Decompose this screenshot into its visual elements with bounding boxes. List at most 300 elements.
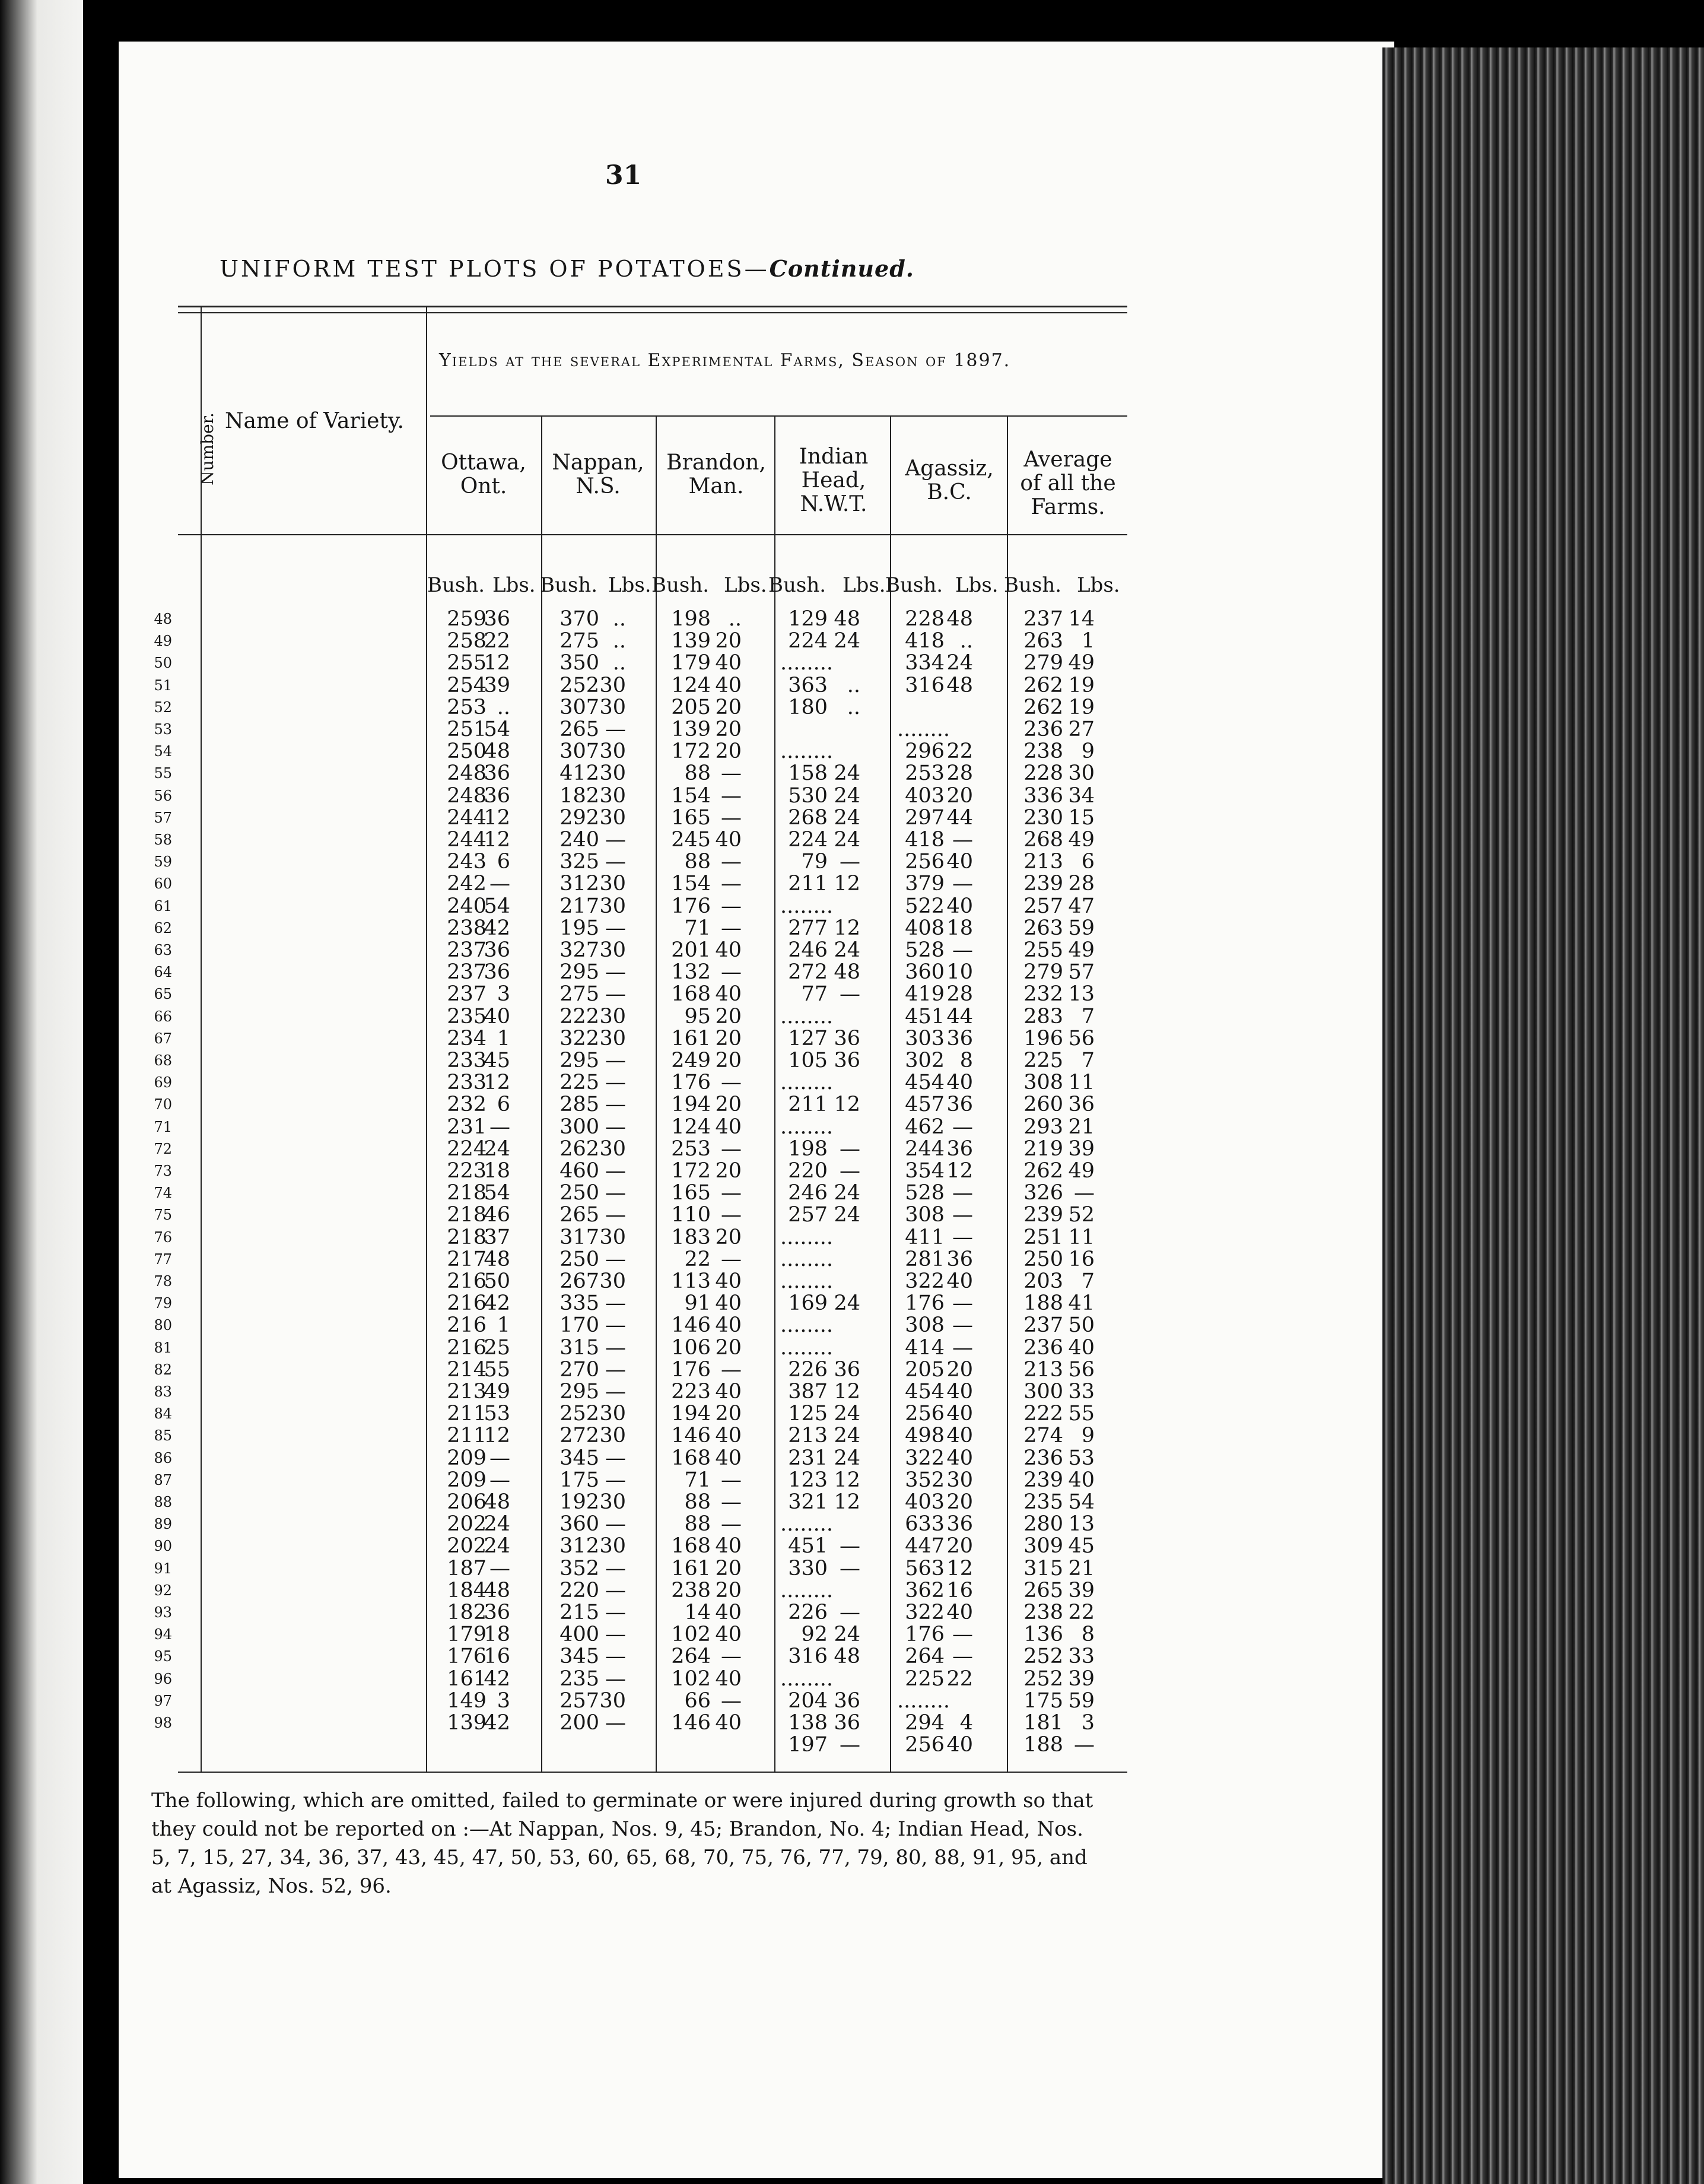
bushels-cell: 334	[905, 651, 945, 675]
pounds-cell: —	[952, 828, 973, 852]
bushels-cell: ........	[897, 718, 950, 741]
pounds-cell: 57	[1068, 960, 1095, 985]
bushels-cell: 352	[559, 1556, 599, 1580]
bushels-cell: 322	[905, 1446, 945, 1470]
pounds-cell: —	[605, 960, 626, 985]
pounds-cell: 22	[484, 629, 510, 653]
pounds-cell: 59	[1068, 916, 1095, 940]
bushels-cell: 202	[447, 1534, 487, 1558]
bushels-cell: 293	[1023, 1115, 1063, 1139]
bushels-cell: 176	[671, 1357, 711, 1382]
row-number: 60	[154, 875, 172, 893]
pounds-cell: 28	[946, 761, 973, 786]
row-number: 96	[154, 1670, 172, 1687]
pounds-cell: 20	[946, 1490, 973, 1514]
bushels-cell: 213	[1023, 1357, 1063, 1382]
bushels-cell: 296	[905, 739, 945, 764]
pounds-cell: —	[605, 1357, 626, 1382]
bushels-cell: 223	[671, 1380, 711, 1404]
pounds-cell: 40	[715, 1601, 742, 1624]
bushels-cell: 360	[559, 1512, 599, 1537]
bushels-cell: 238	[447, 916, 487, 940]
pounds-cell: 20	[715, 1004, 742, 1028]
pounds-cell: 36	[484, 607, 510, 631]
bushels-cell: 217	[447, 1247, 487, 1271]
bushels-cell: 139	[447, 1711, 487, 1735]
bushels-cell: 263	[1023, 629, 1063, 653]
bushels-cell: ........	[780, 739, 834, 764]
pounds-cell: —	[840, 1733, 860, 1757]
bushels-cell: 176	[671, 1071, 711, 1095]
bushels-cell: 170	[559, 1313, 599, 1338]
bushels-cell: 181	[1023, 1711, 1063, 1735]
bushels-cell: 88	[684, 761, 711, 786]
pounds-cell: 49	[484, 1380, 510, 1404]
bushels-cell: 295	[559, 960, 599, 985]
pounds-cell: 12	[834, 1468, 860, 1492]
table-row	[142, 1447, 1127, 1469]
pounds-cell: —	[952, 1203, 973, 1227]
bushels-cell: 322	[559, 1026, 599, 1050]
pounds-cell: —	[605, 916, 626, 940]
pounds-cell: —	[840, 850, 860, 874]
pounds-cell: 28	[946, 982, 973, 1007]
pounds-cell: 40	[946, 1446, 973, 1470]
bushels-cell: 295	[559, 1049, 599, 1072]
pounds-cell: —	[721, 783, 742, 808]
table-row	[142, 1580, 1127, 1602]
pounds-cell: 20	[715, 718, 742, 741]
table-row	[142, 1006, 1127, 1028]
table-row	[142, 763, 1127, 785]
bushels-cell: 257	[788, 1203, 828, 1227]
pounds-cell: 22	[946, 739, 973, 764]
pounds-cell: 30	[599, 1004, 626, 1028]
pounds-cell: 40	[946, 1402, 973, 1426]
bushels-cell: 302	[905, 1049, 945, 1072]
pounds-cell: —	[721, 1247, 742, 1271]
left-page-edge	[0, 0, 83, 2184]
title-main: UNIFORM TEST PLOTS OF POTATOES—	[220, 256, 770, 282]
table-row	[142, 1337, 1127, 1359]
pounds-cell: 28	[1068, 872, 1095, 896]
bushels-cell: 88	[684, 850, 711, 874]
bushels-cell: 256	[905, 1402, 945, 1426]
table-row	[142, 1249, 1127, 1271]
table-row	[142, 918, 1127, 939]
pounds-cell: 54	[484, 718, 510, 741]
table-row	[142, 719, 1127, 741]
pounds-cell: 20	[715, 1093, 742, 1117]
pounds-cell: ..	[497, 695, 510, 719]
bushels-cell: 256	[905, 1733, 945, 1757]
bushels-cell: 272	[788, 960, 828, 985]
bushels-cell: 127	[788, 1026, 828, 1050]
bushels-cell: 233	[447, 1049, 487, 1072]
bushels-cell: 222	[1023, 1402, 1063, 1426]
bushels-cell: 262	[1023, 1159, 1063, 1183]
bushels-cell: 245	[671, 828, 711, 852]
bushels-cell: 265	[559, 718, 599, 741]
pounds-cell: 7	[1081, 1269, 1095, 1293]
pounds-cell: —	[952, 1115, 973, 1139]
pounds-cell: —	[489, 1468, 510, 1492]
pounds-cell: 11	[1068, 1071, 1095, 1095]
bushels-cell: 66	[684, 1688, 711, 1713]
pounds-cell: ..	[612, 629, 626, 653]
pounds-cell: 36	[834, 1711, 860, 1735]
number-header: Number.	[197, 412, 217, 485]
bushels-cell: 71	[684, 1468, 711, 1492]
farm-average: Average of all the Farms.	[1020, 447, 1116, 519]
pounds-cell: 3	[1081, 1711, 1095, 1735]
pounds-cell: 20	[715, 1225, 742, 1249]
row-number: 67	[154, 1030, 172, 1047]
pounds-cell: 12	[484, 805, 510, 830]
pounds-cell: —	[605, 982, 626, 1007]
bushels-cell: 215	[559, 1601, 599, 1624]
pounds-cell: 48	[946, 607, 973, 631]
pounds-cell: —	[952, 1623, 973, 1647]
bushels-cell: 240	[447, 894, 487, 918]
pounds-cell: —	[840, 1601, 860, 1624]
pounds-cell: 42	[484, 916, 510, 940]
table-row	[142, 608, 1127, 630]
pounds-cell: 39	[1068, 1666, 1095, 1691]
pounds-cell: 24	[834, 1181, 860, 1205]
bushels-cell: 300	[1023, 1380, 1063, 1404]
table-row	[142, 1425, 1127, 1447]
header-bottom-rule	[178, 534, 1127, 535]
pounds-cell: 33	[1068, 1380, 1095, 1404]
pounds-cell: 46	[484, 1203, 510, 1227]
pounds-cell: 42	[484, 1291, 510, 1316]
pounds-cell: 54	[484, 1181, 510, 1205]
bushels-cell: ........	[780, 1666, 834, 1691]
bushels-cell: 176	[905, 1291, 945, 1316]
row-number: 78	[154, 1273, 172, 1290]
pounds-cell: 53	[484, 1402, 510, 1426]
bushels-cell: 248	[447, 761, 487, 786]
bushels-cell: 218	[447, 1181, 487, 1205]
bushels-cell: 250	[559, 1247, 599, 1271]
bushels-cell: 216	[447, 1335, 487, 1360]
pounds-cell: 55	[1068, 1402, 1095, 1426]
table-row	[142, 1072, 1127, 1094]
bushels-cell: ........	[780, 1313, 834, 1338]
pounds-cell: ..	[728, 607, 742, 631]
bushels-cell: 169	[788, 1291, 828, 1316]
pounds-cell: 6	[497, 1093, 510, 1117]
bushels-cell: 216	[447, 1291, 487, 1316]
pounds-cell: 19	[1068, 695, 1095, 719]
bushels-cell: 307	[559, 739, 599, 764]
bushels-cell: 172	[671, 1159, 711, 1183]
row-number: 77	[154, 1250, 172, 1268]
bushels-cell: 316	[905, 673, 945, 697]
bushels-cell: 253	[447, 695, 487, 719]
bushels-cell: 251	[1023, 1225, 1063, 1249]
bushels-cell: ........	[780, 1335, 834, 1360]
bushels-cell: 139	[671, 629, 711, 653]
bushels-cell: 239	[1023, 1468, 1063, 1492]
table-row	[142, 1712, 1127, 1734]
pounds-cell: 14	[1068, 607, 1095, 631]
bushels-cell: 188	[1023, 1291, 1063, 1316]
pounds-cell: 36	[1068, 1093, 1095, 1117]
table-row	[142, 1204, 1127, 1226]
bushels-cell: 239	[1023, 1203, 1063, 1227]
row-number: 73	[154, 1163, 172, 1179]
unit-bush: Bush.	[540, 573, 598, 597]
row-number: 61	[154, 897, 172, 915]
bushels-cell: 146	[671, 1711, 711, 1735]
pounds-cell: 20	[715, 739, 742, 764]
pounds-cell: 4	[959, 1711, 973, 1735]
bushels-cell: 216	[447, 1269, 487, 1293]
pounds-cell: —	[605, 1247, 626, 1271]
bushels-cell: 322	[905, 1269, 945, 1293]
bushels-cell: 219	[1023, 1137, 1063, 1161]
pounds-cell: 30	[599, 1688, 626, 1713]
pounds-cell: —	[840, 1534, 860, 1558]
bushels-cell: 265	[559, 1203, 599, 1227]
bushels-cell: 528	[905, 938, 945, 962]
bushels-cell: 211	[788, 1093, 828, 1117]
bushels-cell: 336	[1023, 783, 1063, 808]
bushels-cell: 244	[447, 805, 487, 830]
yields-header: Yields at the several Experimental Farms, Season of 1897.	[439, 350, 1011, 371]
pounds-cell: 9	[1081, 1424, 1095, 1448]
bushels-cell: 175	[1023, 1688, 1063, 1713]
bushels-cell: 308	[1023, 1071, 1063, 1095]
pounds-cell: 7	[1081, 1049, 1095, 1072]
row-number: 75	[154, 1207, 172, 1224]
row-number: 69	[154, 1074, 172, 1091]
bushels-cell: 102	[671, 1623, 711, 1647]
bushels-cell: 412	[559, 761, 599, 786]
pounds-cell: 20	[715, 1049, 742, 1072]
pounds-cell: ..	[847, 673, 860, 697]
pounds-cell: —	[721, 1357, 742, 1382]
bushels-cell: 256	[905, 850, 945, 874]
bushels-cell: 419	[905, 982, 945, 1007]
pounds-cell: 24	[834, 1424, 860, 1448]
row-number: 66	[154, 1008, 172, 1025]
pounds-cell: 48	[484, 739, 510, 764]
bushels-cell: 179	[671, 651, 711, 675]
bushels-cell: 252	[559, 1402, 599, 1426]
pounds-cell: 24	[834, 1291, 860, 1316]
pounds-cell: 40	[715, 673, 742, 697]
pounds-cell: 20	[946, 1357, 973, 1382]
bushels-cell: 205	[905, 1357, 945, 1382]
pounds-cell: 15	[1068, 805, 1095, 830]
bushels-cell: 225	[559, 1071, 599, 1095]
table-row	[142, 1668, 1127, 1690]
bushels-cell: 350	[559, 651, 599, 675]
bushels-cell: 192	[559, 1490, 599, 1514]
bushels-cell: 165	[671, 805, 711, 830]
pounds-cell: 36	[946, 1137, 973, 1161]
bushels-cell: 198	[788, 1137, 828, 1161]
pounds-cell: —	[1074, 1181, 1095, 1205]
bushels-cell: 235	[447, 1004, 487, 1028]
bushels-cell: 418	[905, 629, 945, 653]
bushels-cell: 403	[905, 1490, 945, 1514]
row-number: 97	[154, 1692, 172, 1709]
pounds-cell: —	[952, 938, 973, 962]
pounds-cell: 40	[715, 1115, 742, 1139]
bushels-cell: 165	[671, 1181, 711, 1205]
table-row	[142, 896, 1127, 918]
row-number: 65	[154, 986, 172, 1003]
bushels-cell: ........	[780, 1512, 834, 1537]
bushels-cell: 176	[905, 1623, 945, 1647]
bushels-cell: 403	[905, 783, 945, 808]
bushels-cell: 335	[559, 1291, 599, 1316]
pounds-cell: 50	[484, 1269, 510, 1293]
bushels-cell: 154	[671, 872, 711, 896]
yields-rule	[430, 415, 1127, 417]
bushels-cell: 197	[788, 1733, 828, 1757]
bushels-cell: 213	[447, 1380, 487, 1404]
bushels-cell: 268	[1023, 828, 1063, 852]
bushels-cell: 522	[905, 894, 945, 918]
bushels-cell: 244	[447, 828, 487, 852]
pounds-cell: 22	[1068, 1601, 1095, 1624]
bushels-cell: 270	[559, 1357, 599, 1382]
pounds-cell: 24	[946, 651, 973, 675]
row-number: 86	[154, 1449, 172, 1466]
bushels-cell: 354	[905, 1159, 945, 1183]
bushels-cell: 237	[447, 960, 487, 985]
bushels-cell: 279	[1023, 960, 1063, 985]
pounds-cell: 22	[946, 1666, 973, 1691]
row-number: 87	[154, 1471, 172, 1488]
bushels-cell: 231	[447, 1115, 487, 1139]
bushels-cell: 232	[1023, 982, 1063, 1007]
bushels-cell: 106	[671, 1335, 711, 1360]
pounds-cell: 3	[497, 982, 510, 1007]
pounds-cell: 12	[484, 651, 510, 675]
bushels-cell: 254	[447, 673, 487, 697]
bushels-cell: 528	[905, 1181, 945, 1205]
bushels-cell: 312	[559, 1534, 599, 1558]
pounds-cell: —	[952, 1313, 973, 1338]
row-number: 98	[154, 1715, 172, 1731]
bushels-cell: 92	[801, 1623, 828, 1647]
row-number: 59	[154, 853, 172, 871]
pounds-cell: ..	[847, 695, 860, 719]
bushels-cell: 411	[905, 1225, 945, 1249]
bushels-cell: 161	[447, 1666, 487, 1691]
table-row	[142, 1138, 1127, 1160]
bushels-cell: ........	[780, 651, 834, 675]
pounds-cell: —	[605, 1159, 626, 1183]
bushels-cell: 262	[1023, 695, 1063, 719]
pounds-cell: 40	[715, 1534, 742, 1558]
bushels-cell: 259	[447, 607, 487, 631]
bushels-cell: 228	[905, 607, 945, 631]
row-number: 55	[154, 765, 172, 782]
bushels-cell: 188	[1023, 1733, 1063, 1757]
bushels-cell: 77	[801, 982, 828, 1007]
table-row	[142, 851, 1127, 873]
row-number: 57	[154, 809, 172, 826]
bushels-cell: 205	[671, 695, 711, 719]
pounds-cell: 12	[484, 1424, 510, 1448]
unit-lbs: Lbs.	[1077, 573, 1120, 597]
bushels-cell: 225	[905, 1666, 945, 1691]
bushels-cell: 279	[1023, 651, 1063, 675]
bushels-cell: 214	[447, 1357, 487, 1382]
pounds-cell: —	[605, 1556, 626, 1580]
bushels-cell: 179	[447, 1623, 487, 1647]
table-row	[142, 1094, 1127, 1116]
pounds-cell: 40	[1068, 1468, 1095, 1492]
table-row	[142, 1182, 1127, 1204]
pounds-cell: 40	[715, 1380, 742, 1404]
bushels-cell: 327	[559, 938, 599, 962]
bushels-cell: 267	[559, 1269, 599, 1293]
bushels-cell: 217	[559, 894, 599, 918]
pounds-cell: 49	[1068, 651, 1095, 675]
pounds-cell: —	[605, 1380, 626, 1404]
row-number: 68	[154, 1052, 172, 1069]
pounds-cell: 40	[715, 1666, 742, 1691]
farm-ottawa: Ottawa, Ont.	[441, 450, 526, 499]
pounds-cell: 36	[834, 1026, 860, 1050]
pounds-cell: 40	[484, 1004, 510, 1028]
pounds-cell: —	[721, 916, 742, 940]
top-rule-2	[178, 312, 1127, 313]
bushels-cell: 113	[671, 1269, 711, 1293]
pounds-cell: —	[721, 1137, 742, 1161]
pounds-cell: 30	[599, 783, 626, 808]
bushels-cell: 303	[905, 1026, 945, 1050]
bushels-cell: 257	[559, 1688, 599, 1713]
bushels-cell: 252	[1023, 1666, 1063, 1691]
pounds-cell: 18	[946, 916, 973, 940]
bushels-cell: 71	[684, 916, 711, 940]
bushels-cell: 203	[1023, 1269, 1063, 1293]
page-number: 31	[605, 160, 642, 191]
pounds-cell: —	[721, 1688, 742, 1713]
bushels-cell: 182	[559, 783, 599, 808]
table-row	[142, 807, 1127, 829]
pounds-cell: 30	[599, 1534, 626, 1558]
row-number: 50	[154, 655, 172, 672]
pounds-cell: 40	[715, 1291, 742, 1316]
row-number: 92	[154, 1582, 172, 1599]
pounds-cell: 13	[1068, 982, 1095, 1007]
pounds-cell: 47	[1068, 894, 1095, 918]
pounds-cell: 50	[1068, 1313, 1095, 1338]
bushels-cell: 237	[1023, 607, 1063, 631]
pounds-cell: 13	[1068, 1512, 1095, 1537]
pounds-cell: —	[721, 1181, 742, 1205]
table-row	[142, 630, 1127, 652]
pounds-cell: 9	[1081, 739, 1095, 764]
pounds-cell: —	[952, 1181, 973, 1205]
bushels-cell: 187	[447, 1556, 487, 1580]
pounds-cell: —	[721, 1645, 742, 1669]
bushels-cell: 224	[788, 629, 828, 653]
pounds-cell: 12	[484, 1071, 510, 1095]
pounds-cell: —	[489, 872, 510, 896]
bushels-cell: 460	[559, 1159, 599, 1183]
